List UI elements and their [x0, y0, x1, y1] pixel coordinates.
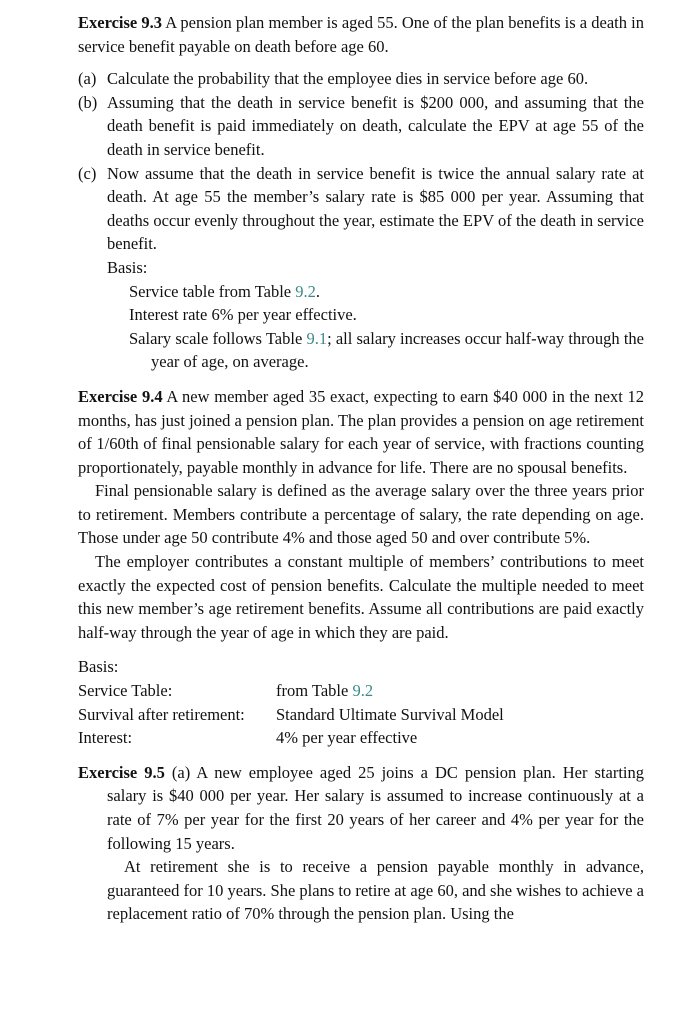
- exercise-9-3-item-a: [78, 67, 644, 91]
- exercise-9-4-para-3: The employer contributes a constant multiple of members’ contributions to meet exactly the expected cost of pension benefits. Calculate the multiple needed to meet this new member’s age retirement benefits. Assume all contributions are paid exactly half-way through the year of age in which they are paid.: [78, 552, 644, 642]
- basis-key: Interest:: [78, 728, 133, 748]
- exercise-9-4-para-1: Exercise 9.4 A new member aged 35 exact, expecting to earn $40 000 in the next 12 months, has just joined a pension plan. The plan provides a pension on age retirement of 1/60th of final pensionable salary for each year of service, with fractions counting proportionately, payable monthly in advance for life. There are no spousal benefits.: [78, 386, 644, 477]
- exercise-9-3-title: Exercise 9.3: [78, 13, 163, 32]
- exercise-9-3-basis-label: Basis:: [107, 257, 148, 277]
- exercise-9-4-basis-label: Basis:: [78, 657, 119, 677]
- exercise-9-5: [78, 761, 644, 926]
- item-text: Assuming that the death in service benefit is $200 000, and assuming that the death benefit is paid immediately on death, calculate the EPV at age 55 of the death in service benefit.: [107, 92, 644, 159]
- exercise-9-4-basis-table: [78, 679, 644, 750]
- basis-key: Survival after retirement:: [78, 704, 245, 724]
- exercise-9-4-title: Exercise 9.4: [78, 386, 163, 406]
- exercise-9-4-para-2: Final pensionable salary is defined as the average salary over the three years prior to retirement. Members contribute a percentage of salary, the rate depending on age. Those under age 50 contribute 4% and those aged 50 and over contribute 5%.: [78, 481, 644, 548]
- exercise-9-3-item-b: [78, 91, 644, 162]
- basis-value: Standard Ultimate Survival Model: [276, 704, 504, 724]
- exercise-9-3-intro: Exercise 9.3 A pension plan member is aged 55. One of the plan benefits is a death in service benefit payable on death before age 60.: [78, 13, 644, 56]
- table-9-1-link[interactable]: 9.1: [306, 328, 328, 348]
- item-text: Calculate the probability that the employee dies in service before age 60.: [107, 69, 589, 89]
- item-label: (c): [78, 163, 97, 183]
- item-label: (a): [78, 69, 97, 89]
- table-9-2-link[interactable]: 9.2: [352, 681, 374, 701]
- basis-value: from Table 9.2: [276, 681, 374, 701]
- exercise-9-3-item-c: [78, 162, 644, 256]
- exercise-9-4: [78, 385, 644, 750]
- exercise-9-5-title: Exercise 9.5: [78, 762, 165, 782]
- basis-key: Service Table:: [78, 681, 173, 701]
- table-9-2-link[interactable]: 9.2: [295, 281, 316, 301]
- basis-service-table: Service table from Table 9.2.: [129, 281, 320, 301]
- exercise-9-5-para-2: At retirement she is to receive a pension payable monthly in advance, guaranteed for 10 years. She plans to retire at age 60, and she wishes to achieve a replacement ratio of 70% through the pension plan. Using the: [107, 857, 644, 924]
- basis-salary-scale: Salary scale follows Table 9.1; all salary increases occur half-way through the year of age, on average.: [129, 328, 644, 372]
- item-text: Now assume that the death in service benefit is twice the annual salary rate at death. At age 55 the member’s salary rate is $85 000 per year. Assuming that deaths occur evenly throughout the year, estimate the EPV of the death in service benefit.: [107, 163, 644, 254]
- exercise-9-3: [78, 11, 644, 374]
- page-content: [78, 11, 644, 926]
- basis-interest: Interest rate 6% per year effective.: [129, 305, 357, 325]
- basis-value: 4% per year effective: [276, 728, 418, 748]
- exercise-9-5-para-1: Exercise 9.5 (a) A new employee aged 25 joins a DC pension plan. Her starting salary is $40 000 per year. Her salary is assumed to increase continuously at a rate of 7% per year for the first 20 years of her career and 4% per year for the following 15 years.: [78, 762, 644, 853]
- item-label: (b): [78, 92, 98, 112]
